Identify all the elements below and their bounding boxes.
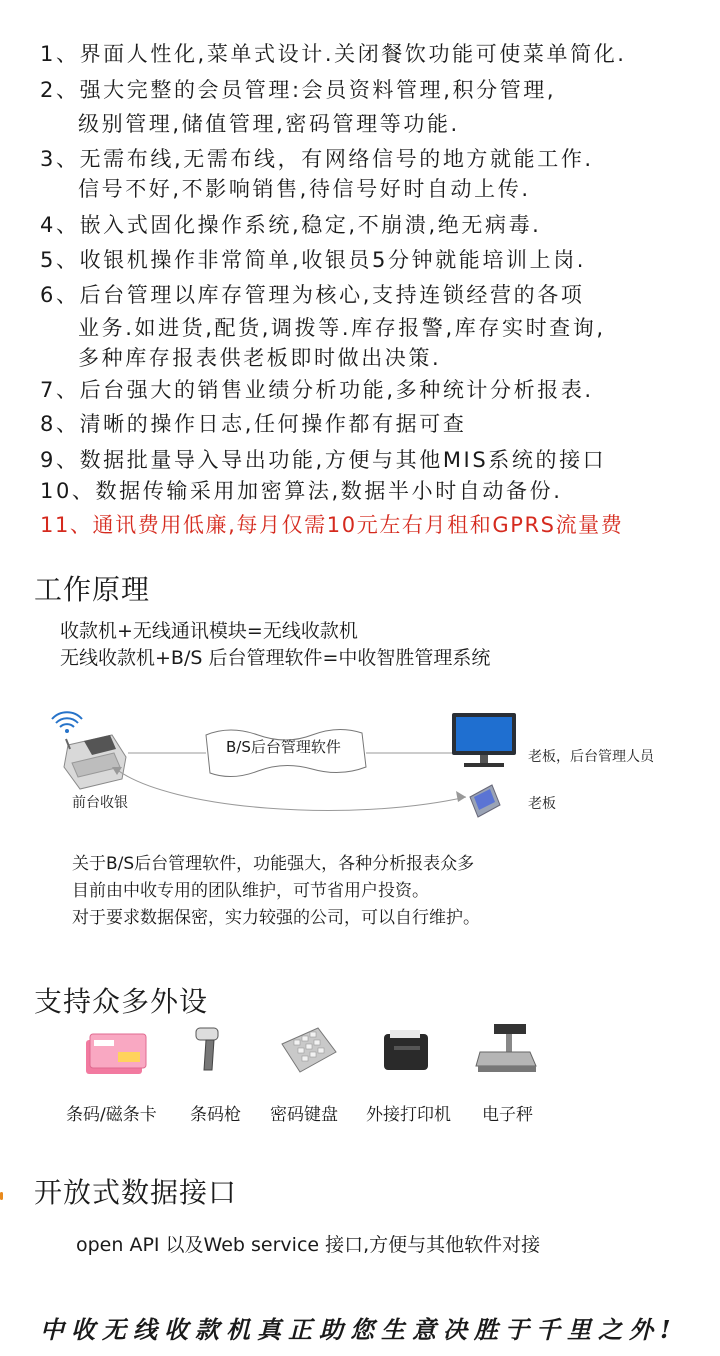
feature-item-continued: 业务.如进货,配货,调拨等.库存报警,库存实时查询, — [78, 316, 606, 340]
principle-line: 收款机+无线通讯模块=无线收款机 — [60, 620, 358, 642]
bullet-dot — [0, 1192, 3, 1200]
peripheral-label: 条码枪 — [190, 1105, 241, 1125]
electronic-scale-icon — [476, 1024, 536, 1072]
boss-label: 老板 — [528, 796, 556, 812]
peripheral-label: 电子秤 — [482, 1105, 533, 1125]
feature-item: 7、后台强大的销售业绩分析功能,多种统计分析报表. — [40, 378, 594, 402]
feature-item: 1、界面人性化,菜单式设计.关闭餐饮功能可使菜单简化. — [40, 42, 627, 66]
wifi-signal-icon — [52, 712, 82, 733]
connection-arc — [116, 769, 466, 810]
feature-item: 2、强大完整的会员管理:会员资料管理,积分管理, — [40, 78, 557, 102]
feature-item: 4、嵌入式固化操作系统,稳定,不崩溃,绝无病毒. — [40, 213, 542, 237]
section-title-api: 开放式数据接口 — [34, 1176, 238, 1209]
computer-monitor-icon — [452, 713, 516, 767]
feature-item-highlight: 11、通讯费用低廉,每月仅需10元左右月租和GPRS流量费 — [40, 513, 624, 537]
api-description: open API 以及Web service 接口,方便与其他软件对接 — [76, 1234, 541, 1256]
description-line: 对于要求数据保密，实力较强的公司，可以自行维护。 — [72, 908, 480, 928]
barcode-scanner-icon — [196, 1028, 218, 1070]
pda-device-icon — [470, 785, 500, 817]
pin-keypad-icon — [282, 1028, 336, 1072]
feature-item: 9、数据批量导入导出功能,方便与其他MIS系统的接口 — [40, 448, 607, 472]
software-label: B/S后台管理软件 — [226, 738, 341, 756]
feature-item-continued: 多种库存报表供老板即时做出决策. — [78, 346, 442, 370]
feature-item-continued: 级别管理,储值管理,密码管理等功能. — [78, 112, 460, 136]
system-diagram — [0, 705, 720, 835]
boss-admin-label: 老板，后台管理人员 — [528, 749, 654, 765]
principle-line: 无线收款机+B/S 后台管理软件=中收智胜管理系统 — [60, 647, 491, 669]
peripheral-label: 外接打印机 — [366, 1105, 451, 1125]
feature-item: 3、无需布线,无需布线，有网络信号的地方就能工作. — [40, 147, 594, 171]
description-line: 目前由中收专用的团队维护，可节省用户投资。 — [72, 881, 429, 901]
cash-register-icon — [64, 735, 126, 789]
peripheral-label: 条码/磁条卡 — [66, 1105, 157, 1125]
section-title-peripherals: 支持众多外设 — [34, 985, 209, 1018]
slogan: 中收无线收款机真正助您生意决胜于千里之外! — [40, 1315, 678, 1344]
feature-item: 6、后台管理以库存管理为核心,支持连锁经营的各项 — [40, 283, 585, 307]
feature-item: 8、清晰的操作日志,任何操作都有据可查 — [40, 412, 467, 436]
section-title-principle: 工作原理 — [34, 573, 151, 606]
magnetic-card-icon — [86, 1034, 146, 1074]
feature-item: 5、收银机操作非常简单,收银员5分钟就能培训上岗. — [40, 248, 587, 272]
peripheral-icons — [0, 1022, 720, 1082]
description-line: 关于B/S后台管理软件，功能强大，各种分析报表众多 — [72, 854, 475, 874]
peripheral-label: 密码键盘 — [270, 1105, 338, 1125]
receipt-printer-icon — [384, 1030, 428, 1070]
frontend-label: 前台收银 — [72, 795, 128, 811]
feature-item-continued: 信号不好,不影响销售,待信号好时自动上传. — [78, 177, 531, 201]
feature-item: 10、数据传输采用加密算法,数据半小时自动备份. — [40, 479, 563, 503]
